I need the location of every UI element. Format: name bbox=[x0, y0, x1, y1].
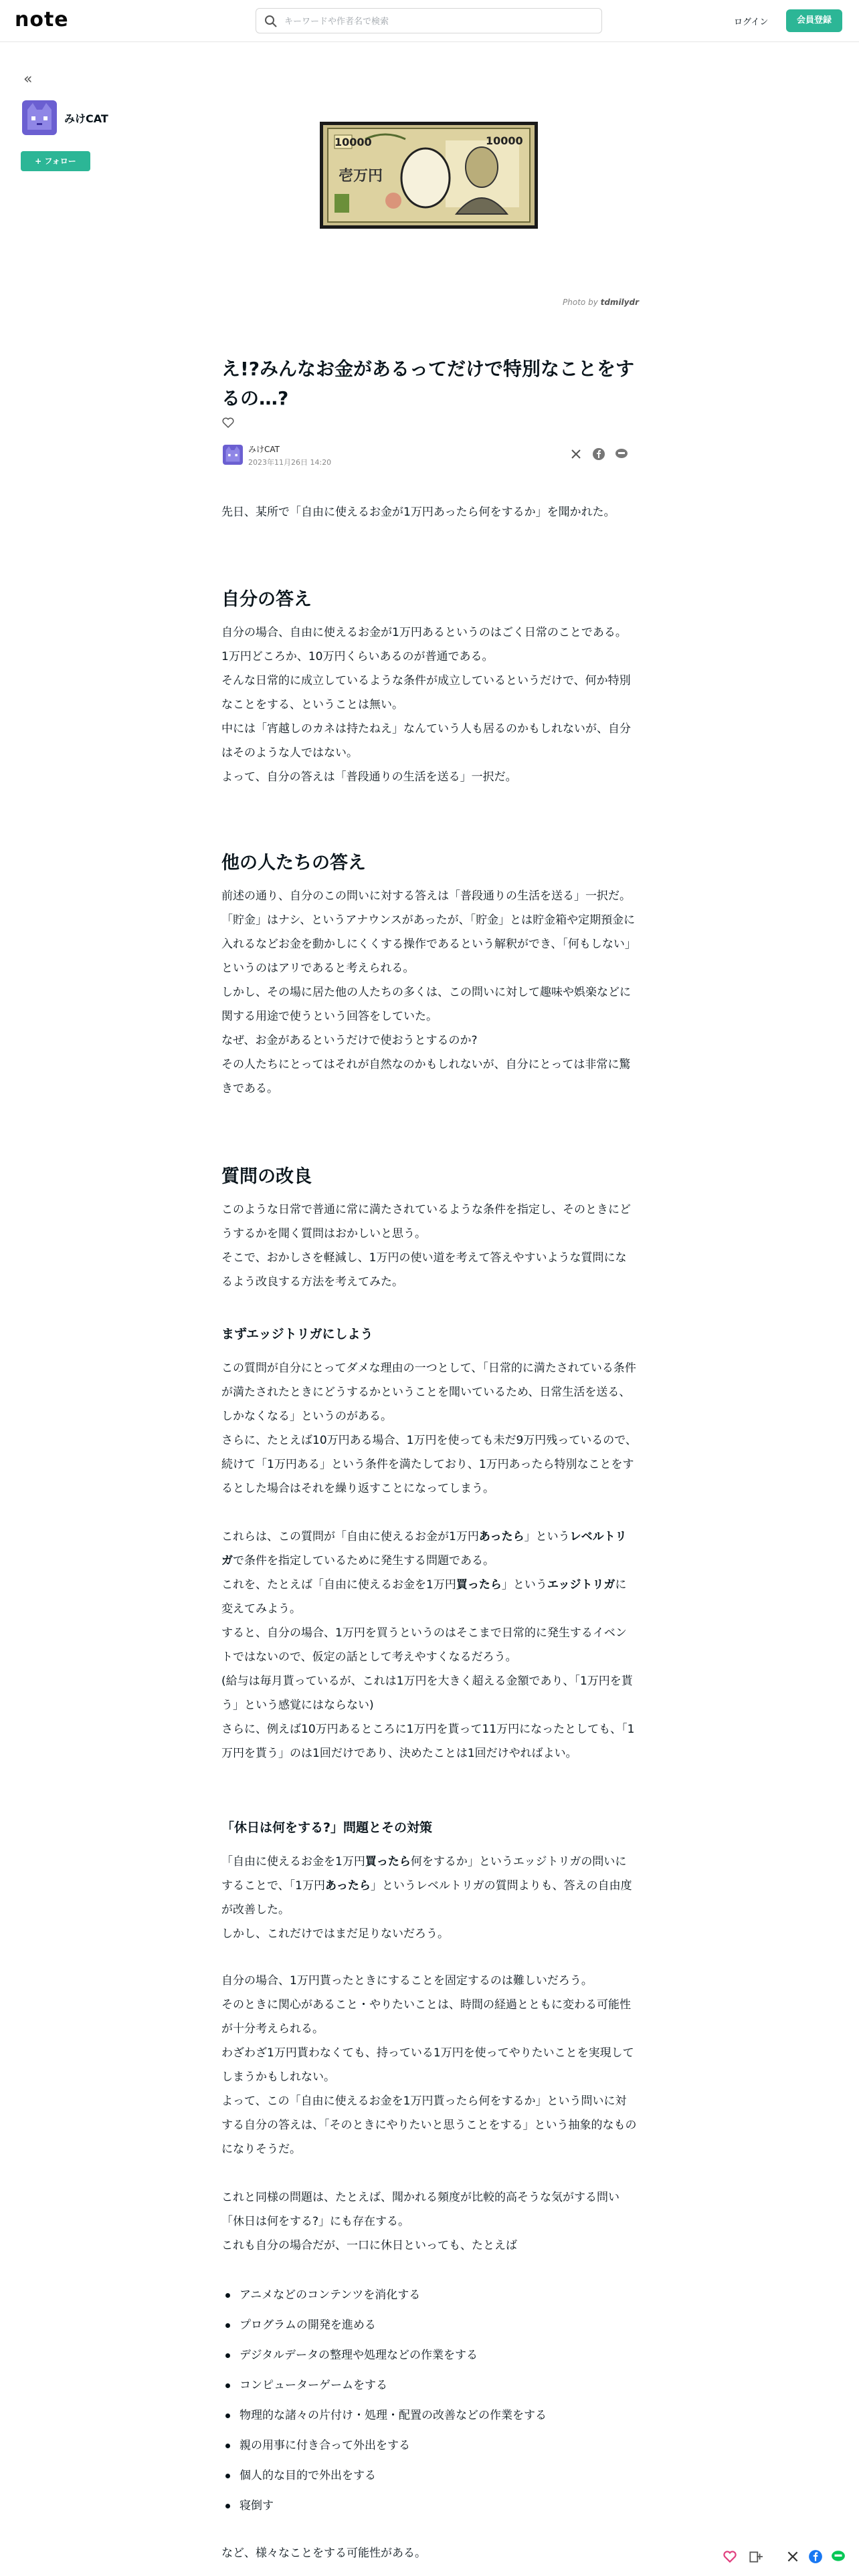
list-item: 親の用事に付き合って外出をする bbox=[221, 2431, 638, 2461]
activity-list bbox=[221, 2280, 638, 2521]
photo-credit-prefix: Photo by bbox=[563, 298, 601, 307]
paragraph-line: 前述の通り、自分のこの問いに対する答えは「普段通りの生活を送る」一択だ。 bbox=[221, 889, 631, 903]
paragraph-line: わざわざ1万円貰わなくても、持っている1万円を使ってやりたいことを実現してしまうかもしれない。 bbox=[221, 2046, 634, 2084]
list-item: デジタルデータの整理や処理などの作業をする bbox=[221, 2341, 638, 2371]
text-run: これらは、この質問が「自由に使えるお金が1万円 bbox=[221, 1530, 479, 1543]
paragraph-line: さらに、たとえば10万円ある場合、1万円を使っても未だ9万円残っているので、続けて「1万円ある」という条件を満たしており、1万円あったら特別なことをするとした場合はそれを繰り返すことになってしまう。 bbox=[221, 1434, 637, 1495]
bold-run: 買ったら bbox=[365, 1855, 411, 1868]
site-header bbox=[0, 0, 859, 42]
list-item: プログラムの開発を進める bbox=[221, 2311, 638, 2341]
paragraph-line: 1万円どころか、10万円くらいあるのが普通である。 bbox=[221, 650, 494, 663]
paragraph-line: これと同様の問題は、たとえば、聞かれる頻度が比較的高そうな気がする問い「休日は何をする?」にも存在する。 bbox=[221, 2191, 619, 2228]
magazine-add-icon[interactable] bbox=[748, 2549, 763, 2564]
text-run: 」という bbox=[524, 1530, 570, 1543]
floating-action-bar bbox=[716, 2541, 859, 2571]
photo-credit-name[interactable]: tdmilydr bbox=[600, 298, 639, 307]
text-run: で条件を指定しているために発生する問題である。 bbox=[233, 1554, 494, 1568]
subsection-heading-2: 「休日は何をする?」問題とその対策 bbox=[221, 1820, 433, 1835]
text-run: 」という bbox=[501, 1578, 547, 1592]
subsection-2-paragraph-3 bbox=[221, 2185, 638, 2258]
paragraph-line: 中には「宵越しのカネは持たねえ」なんていう人も居るのかもしれないが、自分はそのような人ではない。 bbox=[221, 722, 631, 760]
like-heart-icon[interactable] bbox=[723, 2549, 737, 2564]
paragraph-line: よって、この「自由に使えるお金を1万円貰ったら何をするか」という問いに対する自分の答えは、「そのときにやりたいと思うことをする」という抽象的なものになりそうだ。 bbox=[221, 2095, 637, 2156]
article-title: え!?みんなお金があるってだけで特別なことをするの…? bbox=[221, 358, 635, 409]
paragraph-line: 自分の場合、1万円貰ったときにすることを固定するのは難しいだろう。 bbox=[221, 1974, 593, 1988]
subsection-2-paragraph-1 bbox=[221, 1850, 638, 1946]
paragraph-line: (給与は毎月貰っているが、これは1万円を大きく超える金額であり、「1万円を貰う」という感覚にはならない) bbox=[221, 1675, 633, 1712]
paragraph-line: なぜ、お金があるというだけで使おうとするのか? bbox=[221, 1034, 478, 1047]
author-avatar[interactable] bbox=[223, 445, 243, 465]
facebook-share-icon[interactable] bbox=[808, 2549, 823, 2564]
login-link[interactable]: ログイン bbox=[734, 17, 769, 27]
line-share-icon[interactable] bbox=[831, 2549, 846, 2564]
search-icon bbox=[264, 15, 278, 28]
banknote-value-left: 10000 bbox=[335, 136, 372, 148]
paragraph-line: しかし、これだけではまだ足りないだろう。 bbox=[221, 1927, 449, 1941]
cat-avatar-icon bbox=[223, 445, 243, 465]
line-share-icon[interactable] bbox=[615, 447, 628, 461]
text-run: これを、たとえば「自由に使えるお金を1万円 bbox=[221, 1578, 456, 1592]
search-input[interactable] bbox=[283, 13, 593, 30]
banknote-value-right: 10000 bbox=[486, 134, 523, 147]
list-item: 個人的な目的で外出をする bbox=[221, 2461, 638, 2491]
list-item: コンピューターゲームをする bbox=[221, 2371, 638, 2401]
publish-date: 2023年11月26日 14:20 bbox=[248, 458, 332, 467]
paragraph-line: そんな日常的に成立しているような条件が成立しているというだけで、何か特別なことをする、ということは無い。 bbox=[221, 674, 631, 712]
intro-paragraph bbox=[221, 500, 638, 524]
paragraph-line: そのときに関心があること・やりたいことは、時間の経過とともに変わる可能性が十分考えられる。 bbox=[221, 1998, 631, 2036]
text-run: 何をするか」というエッジトリガの問いにすることで、「1万円 bbox=[221, 1855, 627, 1893]
list-item: 物理的な諸々の片付け・処理・配置の改善などの作業をする bbox=[221, 2401, 638, 2431]
creator-avatar[interactable] bbox=[22, 100, 57, 135]
subsection-1-trigger-paragraph bbox=[221, 1525, 638, 1765]
photo-credit bbox=[508, 298, 639, 307]
section-1-body bbox=[221, 621, 638, 789]
list-item: 寝倒す bbox=[221, 2491, 638, 2521]
bold-run: あったら bbox=[324, 1879, 371, 1893]
paragraph-line: そこで、おかしさを軽減し、1万円の使い道を考えて答えやすいような質問になるよう改良する方法を考えてみた。 bbox=[221, 1251, 627, 1289]
paragraph-line: しかし、その場に居た他の人たちの多くは、この問いに対して趣味や娯楽などに関する用途で使うという回答をしていた。 bbox=[221, 986, 631, 1023]
closing-paragraph bbox=[221, 2541, 638, 2565]
paragraph-line: その人たちにとってはそれが自然なのかもしれないが、自分にとっては非常に驚きである。 bbox=[221, 1058, 631, 1095]
intro-text: 先日、某所で「自由に使えるお金が1万円あったら何をするか」を聞かれた。 bbox=[221, 506, 615, 519]
list-item: アニメなどのコンテンツを消化する bbox=[221, 2280, 638, 2311]
paragraph-line: これも自分の場合だが、一口に休日といっても、たとえば bbox=[221, 2239, 517, 2252]
author-name[interactable]: みけCAT bbox=[248, 445, 280, 454]
x-share-icon[interactable] bbox=[785, 2549, 800, 2564]
cat-avatar-icon bbox=[22, 100, 57, 135]
bold-run: あったら bbox=[478, 1530, 524, 1543]
like-heart-icon[interactable] bbox=[221, 416, 235, 429]
paragraph-line: すると、自分の場合、1万円を買うというのはそこまで日常的に発生するイベントではないので、仮定の話として考えやすくなるだろう。 bbox=[221, 1626, 627, 1664]
subsection-heading-1: まずエッジトリガにしよう bbox=[221, 1327, 373, 1341]
paragraph-line: このような日常で普通に常に満たされているような条件を指定し、そのときにどうするかを聞く質問はおかしいと思う。 bbox=[221, 1203, 631, 1241]
creator-name[interactable]: みけCAT bbox=[64, 112, 108, 125]
search-box[interactable] bbox=[256, 8, 602, 33]
section-3-body bbox=[221, 1198, 638, 1294]
section-2-body bbox=[221, 884, 638, 1101]
collapse-sidebar-icon[interactable]: « bbox=[23, 71, 33, 88]
facebook-share-icon[interactable] bbox=[592, 447, 605, 461]
text-run: に変えてみよう。 bbox=[221, 1578, 627, 1616]
paragraph-line: この質問が自分にとってダメな理由の一つとして、「日常的に満たされている条件が満たされたときにどうするかということを聞いているため、日常生活を送る、しかなくなる」というのがある。 bbox=[221, 1362, 636, 1423]
section-heading-3: 質問の改良 bbox=[221, 1166, 312, 1187]
signup-button[interactable]: 会員登録 bbox=[786, 9, 842, 32]
paragraph-line: 自分の場合、自由に使えるお金が1万円あるというのはごく日常のことである。 bbox=[221, 626, 627, 639]
paragraph-line bbox=[221, 1573, 638, 1621]
x-share-icon[interactable] bbox=[569, 447, 583, 461]
paragraph-line bbox=[221, 1850, 638, 1922]
paragraph-line: など、様々なことをする可能性がある。 bbox=[221, 2547, 426, 2560]
banknote-text: 壱万円 bbox=[339, 167, 383, 185]
bold-run: エッジトリガ bbox=[547, 1578, 615, 1592]
hero-banknote-image bbox=[318, 120, 539, 230]
paragraph-line: さらに、例えば10万円あるところに1万円を貰って11万円になったとしても、「1万円を貰う」のは1回だけであり、決めたことは1回だけやればよい。 bbox=[221, 1723, 635, 1760]
subsection-1-body bbox=[221, 1356, 638, 1501]
section-heading-1: 自分の答え bbox=[221, 589, 312, 610]
bold-run: レベルトリガ bbox=[221, 1530, 627, 1568]
bold-run: 買ったら bbox=[456, 1578, 502, 1592]
subsection-2-paragraph-2 bbox=[221, 1969, 638, 2161]
paragraph-line: 「貯金」はナシ、というアナウンスがあったが、「貯金」とは貯金箱や定期預金に入れるなどお金を動かしにくくする操作であるという解釈ができ、「何もしない」というのはアリであると考えられる。 bbox=[221, 914, 636, 975]
text-run: 」というレベルトリガの質問よりも、答えの自由度が改善した。 bbox=[221, 1879, 632, 1917]
section-heading-2: 他の人たちの答え bbox=[221, 853, 366, 873]
paragraph-line: よって、自分の答えは「普段通りの生活を送る」一択だ。 bbox=[221, 770, 517, 784]
note-logo[interactable]: note bbox=[15, 8, 69, 31]
follow-button[interactable]: + フォロー bbox=[21, 151, 90, 171]
text-run: 「自由に使えるお金を1万円 bbox=[221, 1855, 365, 1868]
paragraph-line bbox=[221, 1525, 638, 1573]
